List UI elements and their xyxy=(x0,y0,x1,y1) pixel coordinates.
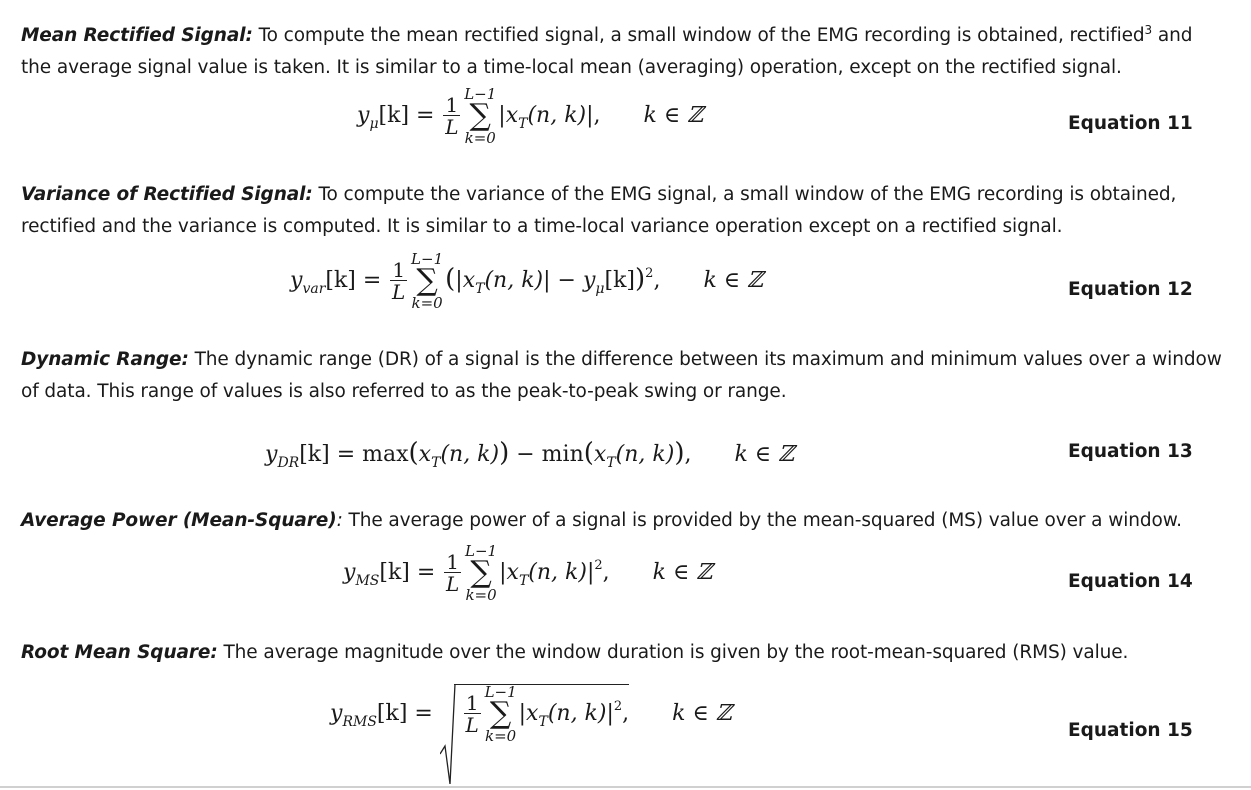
math-subscript: μ xyxy=(369,116,379,132)
section-heading: Variance of Rectified Signal: xyxy=(21,184,313,205)
paragraph-text: The dynamic range (DR) of a signal is the difference between its maximum and minimum values over a window of data. This range of values is also referred to as the peak-to-peak swing or range. xyxy=(21,349,1222,402)
paragraph-text-cont: and the average signal value is taken. It is similar to a time-local mean (averaging) operation, except on the rectified signal. xyxy=(21,25,1193,79)
equation-label: Equation 13 xyxy=(1068,441,1193,462)
math-equals: = xyxy=(409,103,442,128)
equation-label: Equation 14 xyxy=(1068,571,1193,592)
equation-label: Equation 12 xyxy=(1068,279,1193,300)
section-heading: Root Mean Square: xyxy=(21,642,218,663)
math-fraction: $\frac{1}{L}$ xyxy=(392,257,406,304)
math-summation: L−1 ∑ k=0 xyxy=(411,250,444,312)
section-heading: Dynamic Range: xyxy=(21,349,189,370)
paragraph-average-power: Average Power (Mean-Square): The average power of a signal is provided by the mean-squared (MS) value over a window. xyxy=(21,510,1182,531)
equation-14: $y_{MS}[k]$ = $\frac{1}{L}$ L−1 ∑ k=0 $|x_T(n$, $k)|^2$, k ∈ ℤ xyxy=(343,542,713,604)
equation-11: $y_\mu[k]$ = $\frac{1}{L}$ L−1 ∑ k=0 $|x_T(n$, k)|, k ∈ ℤ xyxy=(357,85,704,147)
math-summation: L−1 ∑ k=0 xyxy=(465,542,498,604)
equation-13: $y_{DR}[k] = \max(x_T(n$, $k)) - \min(x_T(n$, k)), k ∈ ℤ xyxy=(265,438,795,471)
math-fraction: $\frac{1}{L}$ xyxy=(465,690,479,737)
math-fraction: $\frac{1}{L}$ xyxy=(446,549,460,596)
page-divider xyxy=(0,786,1251,788)
paragraph-dynamic-range xyxy=(21,344,1226,408)
equation-label: Equation 11 xyxy=(1068,113,1193,134)
paragraph-mean-rectified xyxy=(21,14,1226,84)
math-term: |x xyxy=(498,103,519,128)
paragraph-text: The average magnitude over the window duration is given by the root-mean-squared (RMS) value. xyxy=(217,642,1129,663)
math-fraction: $\frac{1}{L}$ xyxy=(445,92,459,139)
equation-label: Equation 15 xyxy=(1068,720,1193,741)
math-summation: L−1 ∑ k=0 xyxy=(484,683,517,745)
math-domain: k ∈ ℤ xyxy=(643,103,704,128)
math-symbol: y xyxy=(357,103,370,128)
paragraph-rms xyxy=(21,637,1226,669)
paragraph-text: To compute the mean rectified signal, a small window of the EMG recording is obtained, rectified xyxy=(252,25,1145,47)
equation-15: $y_{RMS}[k]$ = $\frac{1}{L}$ L−1 ∑ k=0 $|x_T(n$, $k)|^2$, k ∈ ℤ xyxy=(330,684,732,744)
equation-12: $y_{var}[k]$ = $\frac{1}{L}$ L−1 ∑ k=0 ($|x_T(n$, $k)| - y_\mu[k])^2$, k ∈ ℤ xyxy=(290,250,764,312)
footnote-marker: 3 xyxy=(1144,23,1153,37)
math-summation: L−1 ∑ k=0 xyxy=(464,85,497,147)
section-heading: Average Power (Mean-Square) xyxy=(21,510,337,531)
paragraph-variance xyxy=(21,179,1226,243)
math-sqrt: $\frac{1}{L}$ L−1 ∑ k=0 $|x_T(n$, $k)|^2$, xyxy=(440,684,629,744)
paragraph-text: To compute the variance of the EMG signal, a small window of the EMG recording is obtained, rectified and the variance is computed. It is similar to a time-local variance operation except on a rectified signal. xyxy=(21,184,1177,237)
section-heading: Mean Rectified Signal: xyxy=(21,25,253,47)
math-arg: [k] xyxy=(378,103,410,128)
paragraph-text: The average power of a signal is provided by the mean-squared (MS) value over a window. xyxy=(342,510,1182,531)
